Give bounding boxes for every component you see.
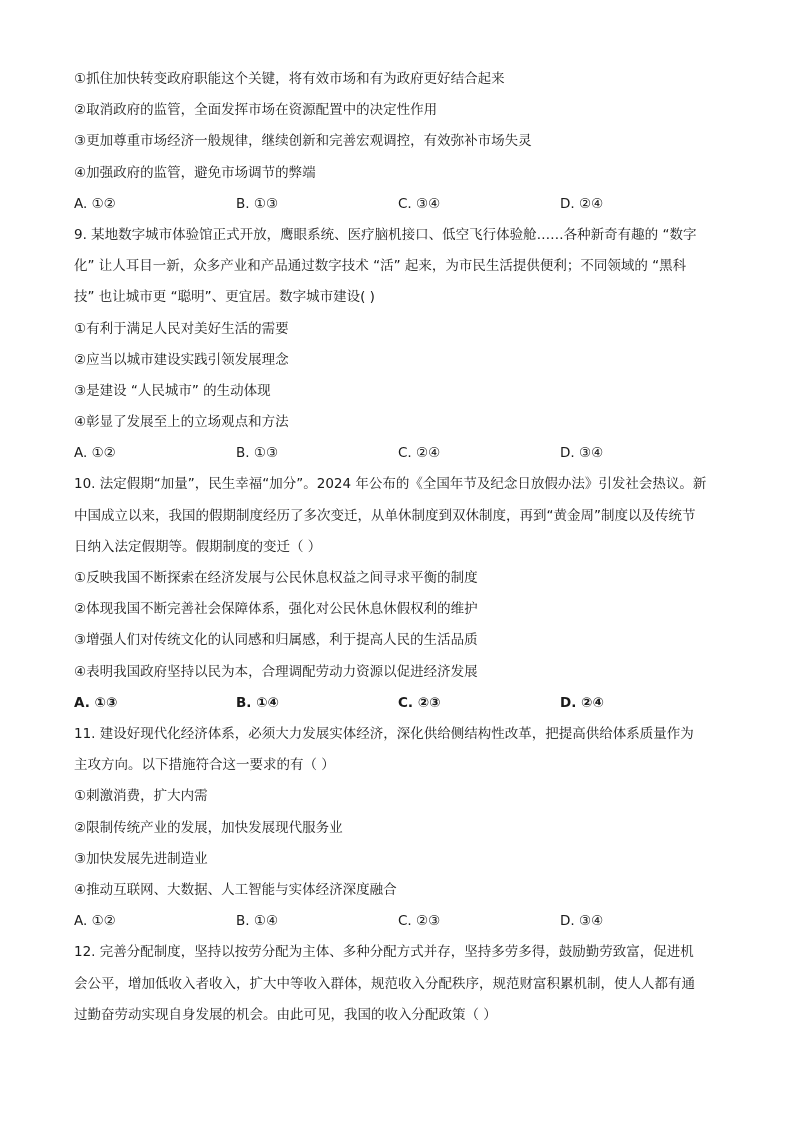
exam-page: [74, 64, 724, 1031]
question-11: [74, 719, 724, 937]
question-9: [74, 220, 724, 470]
statement-q8-4: ④加强政府的监管，避免市场调节的弊端: [74, 164, 316, 181]
stem-q10-line-2: 中国成立以来，我国的假期制度经历了多次变迁，从单休制度到双休制度，再到“黄金周”制度以及传统节: [74, 507, 696, 524]
stem-q10-line-1: 10. 法定假期“加量”，民生幸福“加分”。2024 年公布的《全国年节及纪念日放假办法》引发社会热议。新: [74, 476, 707, 493]
statement-q10-3: ③增强人们对传统文化的认同感和归属感，利于提高人民的生活品质: [74, 632, 478, 649]
options-q10: [74, 688, 724, 719]
option-a[interactable]: A. ①②: [74, 195, 116, 212]
question-12: [74, 937, 724, 1031]
statement-q8-2: ②取消政府的监管，全面发挥市场在资源配置中的决定性作用: [74, 102, 438, 119]
statement-q8-3: ③更加尊重市场经济一般规律，继续创新和完善宏观调控，有效弥补市场失灵: [74, 133, 532, 150]
stem-q11-line-1: 11. 建设好现代化经济体系，必须大力发展实体经济，深化供给侧结构性改革，把提高供给体系质量作为: [74, 726, 694, 743]
statement-q11-2: ②限制传统产业的发展，加快发展现代服务业: [74, 819, 343, 836]
stem-q11-line-2: 主攻方向。以下措施符合这一要求的有（ ）: [74, 757, 335, 774]
options-q9: [74, 438, 724, 469]
statement-q11-1: ①刺激消费，扩大内需: [74, 788, 208, 805]
statement-q9-2: ②应当以城市建设实践引领发展理念: [74, 351, 289, 368]
statement-q9-1: ①有利于满足人民对美好生活的需要: [74, 320, 289, 337]
option-b[interactable]: B. ①③: [236, 195, 279, 212]
option-c[interactable]: C. ③④: [398, 195, 441, 212]
stem-q9-line-1: 9. 某地数字城市体验馆正式开放，鹰眼系统、医疗脑机接口、低空飞行体验舱……各种新奇有趣的 “数字: [74, 226, 697, 243]
statement-q10-4: ④表明我国政府坚持以民为本，合理调配劳动力资源以促进经济发展: [74, 663, 478, 680]
option-c[interactable]: C. ②④: [398, 445, 441, 462]
option-b[interactable]: B. ①④: [236, 913, 279, 930]
stem-q12-line-2: 会公平，增加低收入者收入，扩大中等收入群体，规范收入分配秩序，规范财富积累机制，使人人都有通: [74, 975, 695, 992]
statement-q11-4: ④推动互联网、大数据、人工智能与实体经济深度融合: [74, 882, 397, 898]
question-10: [74, 469, 724, 719]
option-d[interactable]: D. ③④: [560, 445, 604, 462]
option-a[interactable]: A. ①②: [74, 913, 116, 930]
statement-q11-3: ③加快发展先进制造业: [74, 850, 208, 867]
statement-q10-2: ②体现我国不断完善社会保障体系，强化对公民休息休假权利的维护: [74, 601, 478, 618]
option-a[interactable]: A. ①②: [74, 445, 116, 462]
option-a[interactable]: A. ①③: [74, 694, 118, 711]
option-c[interactable]: C. ②③: [398, 694, 441, 711]
stem-q9-line-2: 化” 让人耳目一新，众多产业和产品通过数字技术 “活” 起来，为市民生活提供便利；不同领域的 “黑科: [74, 258, 687, 275]
options-q8: [74, 189, 724, 220]
option-b[interactable]: B. ①③: [236, 445, 279, 462]
option-c[interactable]: C. ②③: [398, 913, 441, 930]
options-q11: [74, 906, 724, 937]
question-8: [74, 64, 724, 220]
option-d[interactable]: D. ③④: [560, 913, 604, 930]
option-d[interactable]: D. ②④: [560, 694, 604, 711]
option-b[interactable]: B. ①④: [236, 694, 279, 711]
statement-q9-3: ③是建设 “人民城市” 的生动体现: [74, 382, 271, 399]
statement-q9-4: ④彰显了发展至上的立场观点和方法: [74, 414, 289, 431]
stem-q10-line-3: 日纳入法定假期等。假期制度的变迁（ ）: [74, 538, 322, 555]
option-d[interactable]: D. ②④: [560, 195, 604, 212]
statement-q10-1: ①反映我国不断探索在经济发展与公民休息权益之间寻求平衡的制度: [74, 570, 478, 587]
stem-q9-line-3: 技” 也让城市更 “聪明”、更宜居。数字城市建设( ): [74, 289, 375, 306]
stem-q12-line-1: 12. 完善分配制度，坚持以按劳分配为主体、多种分配方式并存，坚持多劳多得，鼓励勤劳致富，促进机: [74, 944, 694, 961]
statement-q8-1: ①抓住加快转变政府职能这个关键，将有效市场和有为政府更好结合起来: [74, 71, 505, 87]
stem-q12-line-3: 过勤奋劳动实现自身发展的机会。由此可见，我国的收入分配政策（ ）: [74, 1006, 497, 1023]
